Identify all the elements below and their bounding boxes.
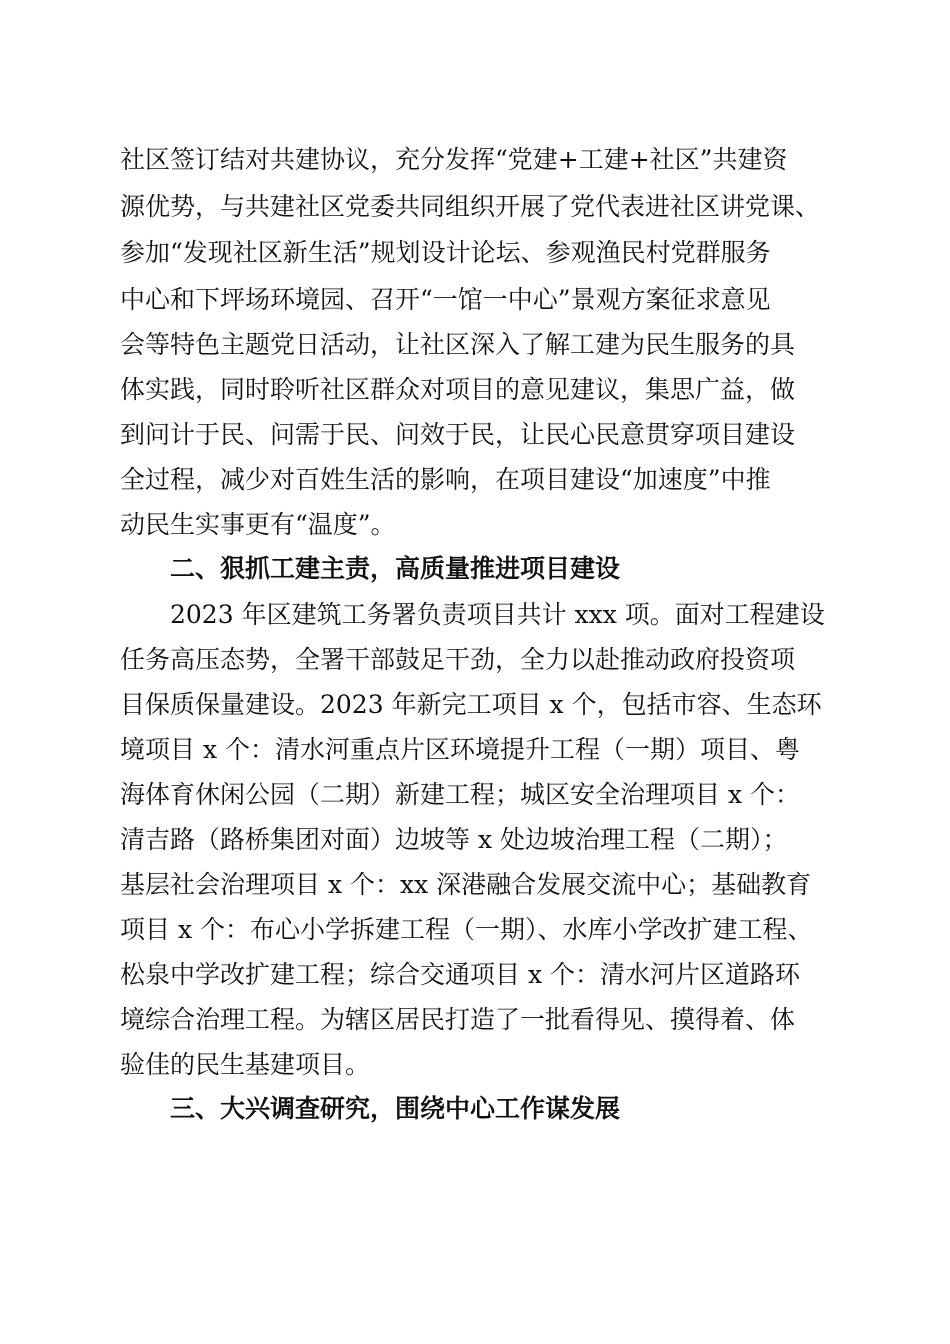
paragraph2-line: 境综合治理工程。为辖区居民打造了一批看得见、摸得着、体 (120, 1005, 796, 1034)
paragraph1-line: 中心和下坪场环境园、召开“一馆一中心”景观方案征求意见 (120, 285, 771, 314)
paragraph2-line: 基层社会治理项目 x 个：xx 深港融合发展交流中心；基础教育 (120, 870, 812, 899)
paragraph2-line: 目保质保量建设。2023 年新完工项目 x 个，包括市容、生态环 (120, 690, 822, 719)
paragraph1-line: 全过程，减少对百姓生活的影响，在项目建设“加速度”中推 (120, 465, 771, 494)
paragraph2-line: 松泉中学改扩建工程；综合交通项目 x 个：清水河片区道路环 (120, 960, 800, 989)
section-heading-3: 三、大兴调查研究，围绕中心工作谋发展 (170, 1094, 621, 1123)
paragraph2-line: 清吉路（路桥集团对面）边坡等 x 处边坡治理工程（二期）； (120, 825, 788, 854)
section-heading-2: 二、狠抓工建主责，高质量推进项目建设 (170, 554, 621, 583)
paragraph1-line: 会等特色主题党日活动，让社区深入了解工建为民生服务的具 (120, 330, 796, 359)
paragraph2-line: 海体育休闲公园（二期）新建工程；城区安全治理项目 x 个： (120, 780, 800, 809)
paragraph1-line: 动民生实事更有“温度”。 (120, 510, 396, 539)
paragraph2-line: 项目 x 个：布心小学拆建工程（一期）、水库小学改扩建工程、 (120, 915, 813, 944)
paragraph1-line: 源优势，与共建社区党委共同组织开展了党代表进社区讲党课、 (120, 192, 821, 221)
paragraph1-line: 参加“发现社区新生活”规划设计论坛、参观渔民村党群服务 (120, 238, 771, 267)
paragraph1-line: 社区签订结对共建协议，充分发挥“党建+工建+社区”共建资 (120, 145, 788, 174)
paragraph1-line: 到问计于民、问需于民、问效于民，让民心民意贯穿项目建设 (120, 420, 796, 449)
paragraph2-line: 任务高压态势，全署干部鼓足干劲，全力以赴推动政府投资项 (120, 645, 796, 674)
paragraph2-line: 境项目 x 个：清水河重点片区环境提升工程（一期）项目、粤 (120, 735, 800, 764)
paragraph1-line: 体实践，同时聆听社区群众对项目的意见建议，集思广益，做 (120, 375, 796, 404)
paragraph2-line: 2023 年区建筑工务署负责项目共计 xxx 项。面对工程建设 (170, 600, 825, 629)
paragraph2-line: 验佳的民生基建项目。 (120, 1050, 371, 1079)
